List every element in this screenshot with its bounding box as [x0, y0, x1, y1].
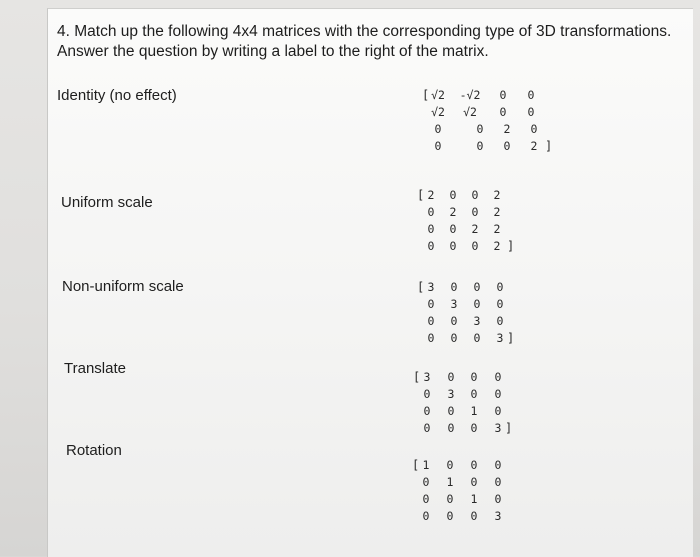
matrix-row	[413, 370, 513, 387]
matrix-cell: 0	[422, 509, 430, 523]
matrix-cell: 0	[473, 280, 481, 294]
matrix-cell: 0	[470, 458, 478, 472]
label-non-uniform-scale: Non-uniform scale	[62, 278, 184, 295]
matrix-cell: 0	[434, 139, 442, 153]
matrix-cell: 0	[470, 387, 478, 401]
label-rotation: Rotation	[66, 442, 122, 459]
matrix-cell: 2	[493, 205, 501, 219]
matrix-cell: 0	[494, 458, 502, 472]
matrix-cell: 0	[423, 421, 431, 435]
matrix-cell: 0	[446, 492, 454, 506]
matrix-close-bracket: ]	[507, 239, 515, 253]
matrix-cell: 0	[527, 105, 535, 119]
matrix-cell: 0	[423, 387, 431, 401]
matrix-cell: 0	[471, 239, 479, 253]
matrix-cell: 0	[422, 492, 430, 506]
matrix-cell: 0	[450, 331, 458, 345]
matrix-cell: 0	[471, 205, 479, 219]
matrix-cell: 2	[471, 222, 479, 236]
matrix-cell: 3	[494, 421, 502, 435]
matrix-cell: 0	[496, 280, 504, 294]
question-line-1: 4. Match up the following 4x4 matrices with the corresponding type of 3D transformations.	[57, 23, 672, 40]
matrix-cell: 0	[427, 297, 435, 311]
matrix-cell: 0	[434, 122, 442, 136]
matrix-cell: 0	[496, 297, 504, 311]
matrix-open-bracket: [	[417, 280, 425, 294]
question-text	[57, 22, 687, 62]
matrix-cell: 3	[496, 331, 504, 345]
matrix-row	[413, 387, 513, 404]
matrix-cell: 0	[530, 122, 538, 136]
matrix-cell: 3	[450, 297, 458, 311]
matrix-close-bracket: ]	[507, 331, 515, 345]
label-identity: Identity (no effect)	[57, 87, 177, 104]
matrix-4	[413, 370, 513, 442]
matrix-open-bracket: [	[422, 88, 430, 102]
matrix-row	[422, 122, 552, 139]
matrix-row	[413, 421, 513, 438]
matrix-cell: 0	[470, 509, 478, 523]
matrix-cell: √2	[431, 105, 445, 119]
matrix-row	[422, 105, 552, 122]
matrix-cell: 2	[493, 222, 501, 236]
matrix-cell: 0	[470, 475, 478, 489]
matrix-cell: 0	[476, 139, 484, 153]
matrix-cell: 0	[494, 404, 502, 418]
matrix-close-bracket: ]	[505, 421, 513, 435]
matrix-row	[417, 222, 517, 239]
matrix-cell: 0	[427, 222, 435, 236]
matrix-cell: 0	[470, 421, 478, 435]
matrix-cell: 2	[530, 139, 538, 153]
matrix-cell: 0	[450, 280, 458, 294]
matrix-cell: 0	[471, 188, 479, 202]
matrix-cell: 0	[476, 122, 484, 136]
matrix-2	[417, 188, 517, 260]
matrix-cell: 0	[446, 509, 454, 523]
matrix-cell: 0	[527, 88, 535, 102]
matrix-row	[417, 297, 517, 314]
matrix-cell: 0	[494, 475, 502, 489]
matrix-row	[412, 458, 512, 475]
label-translate: Translate	[64, 360, 126, 377]
matrix-cell: 0	[447, 370, 455, 384]
matrix-cell: 0	[494, 387, 502, 401]
matrix-cell: 2	[493, 188, 501, 202]
matrix-cell: 1	[470, 404, 478, 418]
matrix-cell: 0	[427, 205, 435, 219]
matrix-row	[417, 280, 517, 297]
matrix-cell: 2	[449, 205, 457, 219]
matrix-open-bracket: [	[417, 188, 425, 202]
label-uniform-scale: Uniform scale	[61, 194, 153, 211]
matrix-cell: 0	[499, 105, 507, 119]
matrix-cell: 0	[473, 297, 481, 311]
matrix-cell: 0	[427, 331, 435, 345]
matrix-cell: 0	[473, 331, 481, 345]
matrix-row	[412, 509, 512, 526]
matrix-cell: 2	[493, 239, 501, 253]
matrix-row	[422, 88, 552, 105]
matrix-cell: 0	[427, 314, 435, 328]
matrix-cell: 3	[494, 509, 502, 523]
matrix-row	[422, 139, 552, 156]
matrix-cell: 3	[427, 280, 435, 294]
matrix-open-bracket: [	[412, 458, 420, 472]
matrix-cell: 1	[446, 475, 454, 489]
matrix-cell: 3	[423, 370, 431, 384]
matrix-cell: 1	[470, 492, 478, 506]
matrix-1	[422, 88, 552, 160]
matrix-row	[417, 331, 517, 348]
matrix-cell: 2	[503, 122, 511, 136]
matrix-cell: 2	[427, 188, 435, 202]
matrix-cell: 0	[494, 370, 502, 384]
matrix-3	[417, 280, 517, 352]
matrix-cell: √2	[463, 105, 477, 119]
matrix-cell: 0	[470, 370, 478, 384]
matrix-cell: 0	[503, 139, 511, 153]
question-line-2: Answer the question by writing a label to the right of the matrix.	[57, 43, 489, 60]
matrix-cell: √2	[431, 88, 445, 102]
matrix-cell: 0	[494, 492, 502, 506]
matrix-cell: 3	[447, 387, 455, 401]
matrix-close-bracket: ]	[545, 139, 553, 153]
matrix-cell: 3	[473, 314, 481, 328]
matrix-row	[412, 475, 512, 492]
matrix-cell: 0	[449, 188, 457, 202]
matrix-5	[412, 458, 512, 530]
matrix-cell: 0	[422, 475, 430, 489]
matrix-cell: 0	[427, 239, 435, 253]
matrix-cell: 0	[423, 404, 431, 418]
matrix-cell: 0	[449, 222, 457, 236]
matrix-cell: 0	[499, 88, 507, 102]
matrix-cell: 0	[447, 421, 455, 435]
matrix-row	[417, 205, 517, 222]
matrix-cell: 0	[446, 458, 454, 472]
matrix-cell: 0	[449, 239, 457, 253]
matrix-row	[412, 492, 512, 509]
matrix-cell: -√2	[459, 88, 481, 102]
matrix-cell: 0	[496, 314, 504, 328]
matrix-cell: 1	[422, 458, 430, 472]
matrix-open-bracket: [	[413, 370, 421, 384]
matrix-row	[413, 404, 513, 421]
matrix-row	[417, 188, 517, 205]
matrix-cell: 0	[450, 314, 458, 328]
matrix-cell: 0	[447, 404, 455, 418]
matrix-row	[417, 314, 517, 331]
matrix-row	[417, 239, 517, 256]
